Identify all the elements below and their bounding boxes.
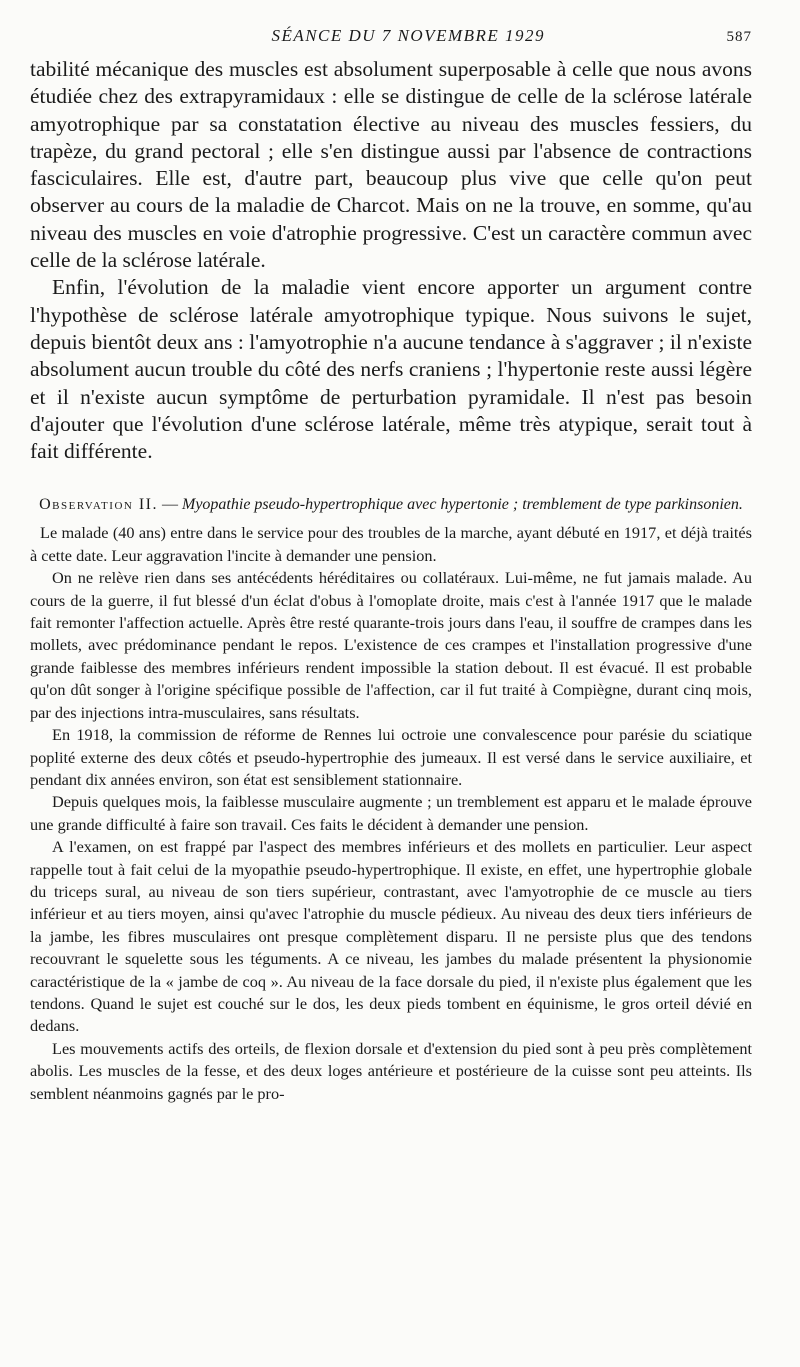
body-paragraph: En 1918, la commission de réforme de Rennes lui octroie une convalescence pour parésie du sciatique poplité externe des deux côtés et pseudo-hypertrophie des jumeaux. Il est versé dans le service auxiliaire, et pendant dix années environ, son état est sensiblement stationnaire. (30, 725, 752, 789)
observation-subtitle: Myopathie pseudo-hypertrophique avec hypertonie ; tremblement de type parkinsonien. (182, 496, 743, 514)
lead-paragraph: Enfin, l'évolution de la maladie vient encore apporter un argument contre l'hypothèse de sclérose latérale amyotrophique typique. Nous suivons le sujet, depuis bientôt deux ans : l'amyotrophie n'a aucune tendance à s'aggraver ; il n'existe absolument aucun trouble du côté des nerfs craniens ; l'hypertonie reste aussi légère et il n'existe aucun symptôme de perturbation pyramidale. Il n'est pas besoin d'ajouter que l'évolution d'une sclérose latérale, même très atypique, serait tout à fait différente. (30, 275, 752, 464)
observation-heading (30, 495, 752, 514)
lead-paragraph: tabilité mécanique des muscles est absolument superposable à celle que nous avons étudiée chez des extrapyramidaux : elle se distingue de celle de la sclérose latérale amyotrophique par sa constatation élective au niveau des muscles fessiers, du trapèze, du grand pectoral ; elle s'en distingue aussi par l'absence de contractions fasciculaires. Elle est, d'autre part, beaucoup plus vive que celle qu'on peut observer au cours de la maladie de Charcot. Mais on ne la trouve, en somme, qu'au niveau des muscles en voie d'atrophie progressive. C'est un caractère commun avec celle de la sclérose latérale. (30, 57, 752, 273)
observation-dash: — (158, 496, 182, 514)
lead-text-block (30, 56, 752, 465)
body-paragraph: Les mouvements actifs des orteils, de flexion dorsale et d'extension du pied sont à peu près complètement abolis. Les muscles de la fesse, et des deux loges antérieure et postérieure de la cuisse sont peu atteints. Ils semblent néanmoins gagnés par le pro- (30, 1038, 752, 1103)
page-number: 587 (726, 29, 752, 45)
body-paragraph: On ne relève rien dans ses antécédents héréditaires ou collatéraux. Lui-même, ne fut jamais malade. Au cours de la guerre, il fut blessé d'un éclat d'obus à l'omoplate droite, mais c'est à l'année 1917 que le malade fait remonter l'affection actuelle. Après être resté quarante-trois jours dans l'eau, il souffre de crampes dans les mollets, avec prédominance pendant le repos. L'existence de ces crampes et l'installation progressive d'une grande faiblesse des membres inférieurs rendent impossible la station debout. Il est évacué. Il est probable qu'on dût songer à l'origine spécifique possible de l'affection, car il fut traité à Compiègne, durant cinq mois, par des injections intra-musculaires, sans résultats. (30, 568, 752, 722)
running-head: SÉANCE DU 7 NOVEMBRE 1929 (271, 26, 546, 45)
body-paragraph: A l'examen, on est frappé par l'aspect des membres inférieurs et des mollets en particulier. Leur aspect rappelle tout à fait celui de la myopathie pseudo-hypertrophique. Il existe, en effet, une hypertrophie globale du triceps sural, au niveau de son tiers supérieur, contrastant, avec l'amyotrophie de ce muscle au tiers inférieur et au tiers moyen, ainsi qu'avec l'atrophie du muscle pédieux. Au niveau des deux tiers inférieurs de la jambe, les fibres musculaires ont presque complètement disparu. Il ne persiste plus que des tendons recouvrant le squelette sous les téguments. A ce niveau, les jambes du malade présentent la physionomie caractéristique de la « jambe de coq ». Au niveau de la face dorsale du pied, il n'existe plus également que les tendons. Quand le sujet est couché sur le dos, les deux pieds tombent en équinisme, le gros orteil dévié en dedans. (30, 837, 752, 1036)
body-paragraph: Le malade (40 ans) entre dans le service pour des troubles de la marche, ayant débuté en 1917, et déjà traités à cette date. Leur aggravation l'incite à demander une pension. (30, 523, 752, 565)
page-header (30, 26, 752, 56)
observation-body (30, 522, 752, 1105)
body-paragraph: Depuis quelques mois, la faiblesse musculaire augmente ; un tremblement est apparu et le malade éprouve une grande difficulté à faire son travail. Ces faits le décident à demander une pension. (30, 792, 752, 834)
observation-label: Observation II. (39, 496, 158, 514)
